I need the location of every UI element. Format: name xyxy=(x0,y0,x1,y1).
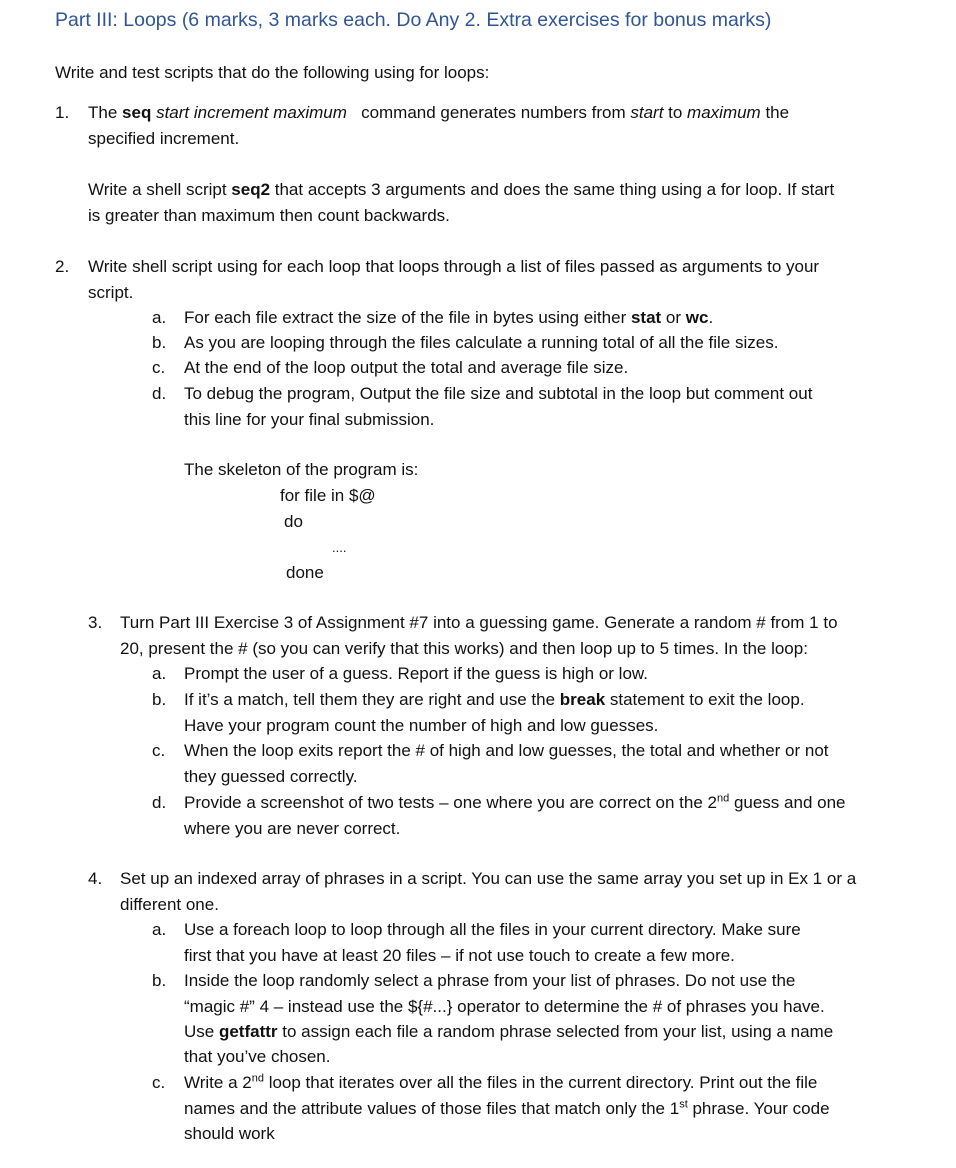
q3-break: break xyxy=(559,690,606,709)
q1-text: Write a shell script xyxy=(88,180,232,199)
q3-a-text: Prompt the user of a guess. Report if the guess is high or low. xyxy=(184,664,648,683)
q1-text: to xyxy=(663,103,688,122)
q2-b-text: As you are looping through the files calculate a running total of all the file sizes. xyxy=(184,333,779,352)
q2-text: For each file extract the size of the file in bytes using either xyxy=(184,308,631,327)
q2-b-label: b. xyxy=(152,333,167,352)
code-line-for: for file in $@ xyxy=(280,486,376,505)
code-line-ellipsis: .... xyxy=(332,540,347,555)
q2-line-2: script. xyxy=(88,283,134,302)
q4-text: phrase. Your code xyxy=(687,1099,830,1118)
q1-text: the xyxy=(760,103,790,122)
q3-b-line-2: Have your program count the number of high and low guesses. xyxy=(184,716,659,735)
q4-b-line-2: “magic #” 4 – instead use the ${#...} operator to determine the # of phrases you have. xyxy=(184,997,825,1016)
q4-a-line-1: Use a foreach loop to loop through all the files in your current directory. Make sure xyxy=(184,920,801,939)
q3-d-line-1 xyxy=(184,790,845,816)
q4-b-line-3 xyxy=(184,1019,833,1045)
q4-line-2: different one. xyxy=(120,895,219,914)
q3-b-line-1 xyxy=(184,687,805,713)
q1-maximum: maximum xyxy=(687,103,761,122)
q4-c-line-1 xyxy=(184,1070,817,1096)
q3-text: guess and one xyxy=(729,793,846,812)
q3-line-1: Turn Part III Exercise 3 of Assignment #7 into a guessing game. Generate a random # from 1 to xyxy=(120,613,838,632)
q2-d-line-1: To debug the program, Output the file size and subtotal in the loop but comment out xyxy=(184,384,813,403)
q2-stat: stat xyxy=(630,308,662,327)
q3-text: Provide a screenshot of two tests – one where you are correct on the 2 xyxy=(184,793,717,812)
q4-line-1: Set up an indexed array of phrases in a script. You can use the same array you set up in Ex 1 or a xyxy=(120,869,857,888)
q4-b-label: b. xyxy=(152,971,167,990)
q4-a-line-2: first that you have at least 20 files – if not use touch to create a few more. xyxy=(184,946,735,965)
q2-text: or xyxy=(661,308,686,327)
q1-line-2: specified increment. xyxy=(88,129,240,148)
q2-d-line-2: this line for your final submission. xyxy=(184,410,435,429)
q4-text: to assign each file a random phrase selected from your list, using a name xyxy=(277,1022,834,1041)
q1-script-name: seq2 xyxy=(231,180,271,199)
q2-c-text: At the end of the loop output the total and average file size. xyxy=(184,358,629,377)
q2-wc: wc xyxy=(685,308,709,327)
q4-c-line-3: should work xyxy=(184,1124,275,1143)
q3-line-2: 20, present the # (so you can verify that this works) and then loop up to 5 times. In the loop: xyxy=(120,639,808,658)
q3-number: 3. xyxy=(88,613,103,632)
q4-getfattr: getfattr xyxy=(218,1022,278,1041)
q4-text: names and the attribute values of those files that match only the 1 xyxy=(184,1099,680,1118)
code-line-done: done xyxy=(286,563,324,582)
q2-a-text xyxy=(184,305,713,331)
q3-superscript: nd xyxy=(716,792,730,805)
q4-b-line-1: Inside the loop randomly select a phrase from your list of phrases. Do not use the xyxy=(184,971,796,990)
q4-a-label: a. xyxy=(152,920,167,939)
q4-text: loop that iterates over all the files in the current directory. Print out the file xyxy=(263,1073,818,1092)
q1-seq-command: seq xyxy=(122,103,152,122)
q3-d-label: d. xyxy=(152,793,167,812)
q1-seq-args: start increment maximum xyxy=(156,103,347,122)
q4-c-line-2 xyxy=(184,1096,830,1122)
q2-number: 2. xyxy=(55,257,70,276)
q1-start: start xyxy=(630,103,664,122)
q4-superscript: st xyxy=(679,1098,688,1111)
q4-text: Write a 2 xyxy=(184,1073,252,1092)
intro-text: Write and test scripts that do the following using for loops: xyxy=(55,63,490,82)
q3-b-label: b. xyxy=(152,690,167,709)
q4-text: Use xyxy=(184,1022,219,1041)
q3-text: If it’s a match, tell them they are right and use the xyxy=(184,690,560,709)
q1-number: 1. xyxy=(55,103,70,122)
q2-line-1: Write shell script using for each loop that loops through a list of files passed as arguments to your xyxy=(88,257,820,276)
q3-c-label: c. xyxy=(152,741,166,760)
q3-c-line-1: When the loop exits report the # of high and low guesses, the total and whether or not xyxy=(184,741,829,760)
q4-number: 4. xyxy=(88,869,103,888)
q1-text: that accepts 3 arguments and does the same thing using a for loop. If start xyxy=(270,180,835,199)
q2-d-label: d. xyxy=(152,384,167,403)
q1-text: command generates numbers from xyxy=(361,103,631,122)
page-title: Part III: Loops (6 marks, 3 marks each. Do Any 2. Extra exercises for bonus marks) xyxy=(55,9,772,31)
q2-skeleton-label: The skeleton of the program is: xyxy=(184,460,419,479)
q3-c-line-2: they guessed correctly. xyxy=(184,767,358,786)
q4-superscript: nd xyxy=(251,1072,264,1085)
q2-a-label: a. xyxy=(152,308,167,327)
q3-d-line-2: where you are never correct. xyxy=(184,819,401,838)
q2-c-label: c. xyxy=(152,358,166,377)
code-line-do: do xyxy=(284,512,303,531)
q4-c-label: c. xyxy=(152,1073,166,1092)
q3-a-label: a. xyxy=(152,664,167,683)
q1-text: The xyxy=(88,103,123,122)
q4-b-line-4: that you’ve chosen. xyxy=(184,1047,331,1066)
q1-para-2-line-2: is greater than maximum then count backwards. xyxy=(88,206,450,225)
q1-line-1 xyxy=(88,100,789,126)
q2-text: . xyxy=(708,308,714,327)
q1-para-2-line-1 xyxy=(88,177,834,203)
q3-text: statement to exit the loop. xyxy=(605,690,805,709)
